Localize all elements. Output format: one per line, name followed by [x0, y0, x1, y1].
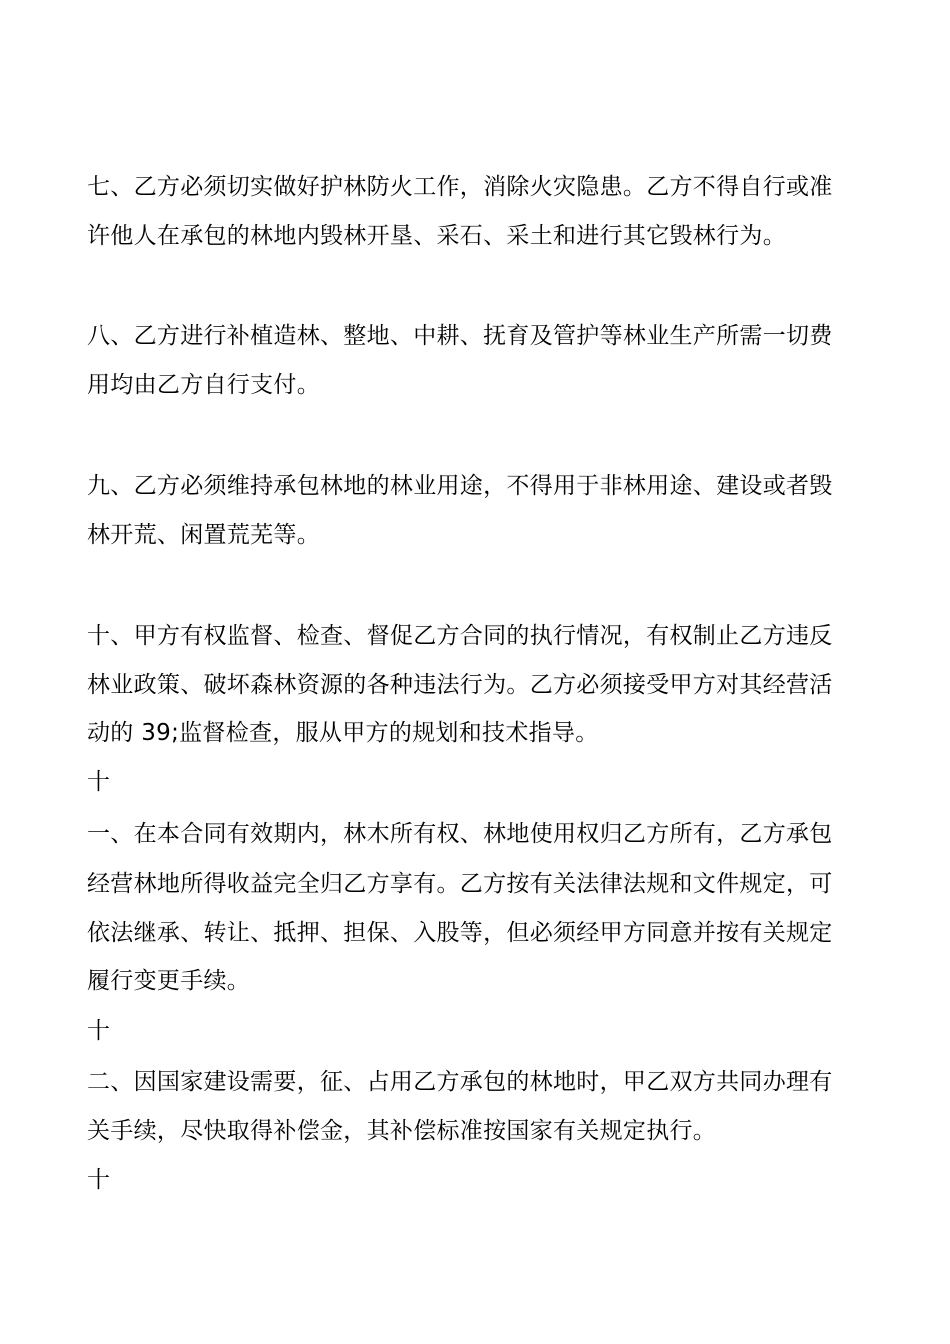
text-line: 林开荒、闲置荒芜等。 — [87, 522, 320, 548]
text-line: 二、因国家建设需要，征、占用乙方承包的林地时，甲乙双方共同办理有 — [87, 1069, 833, 1095]
text-line: 十 — [87, 769, 111, 795]
text-line: 依法继承、转让、抵押、担保、入股等，但必须经甲方同意并按有关规定 — [87, 920, 833, 946]
text-line: 九、乙方必须维持承包林地的林业用途，不得用于非林用途、建设或者毁 — [87, 473, 833, 499]
text-line: 许他人在承包的林地内毁林开垦、采石、采土和进行其它毁林行为。 — [87, 223, 786, 249]
text-line: 十 — [87, 1018, 111, 1044]
text-line: 林业政策、破坏森林资源的各种违法行为。乙方必须接受甲方对其经营活 — [87, 672, 833, 698]
text-line: 十、甲方有权监督、检查、督促乙方合同的执行情况，有权制止乙方违反 — [87, 623, 833, 649]
text-line: 动的 39;监督检查，服从甲方的规划和技术指导。 — [87, 720, 599, 746]
text-line: 八、乙方进行补植造林、整地、中耕、抚育及管护等林业生产所需一切费 — [87, 323, 833, 349]
text-line: 用均由乙方自行支付。 — [87, 372, 320, 398]
text-line: 十 — [87, 1167, 111, 1193]
text-line: 经营林地所得收益完全归乙方享有。乙方按有关法律法规和文件规定，可 — [87, 871, 833, 897]
text-line: 关手续，尽快取得补偿金，其补偿标准按国家有关规定执行。 — [87, 1118, 717, 1144]
text-line: 一、在本合同有效期内，林木所有权、林地使用权归乙方所有，乙方承包 — [87, 821, 833, 847]
text-line: 七、乙方必须切实做好护林防火工作，消除火灾隐患。乙方不得自行或准 — [87, 174, 833, 200]
text-line: 履行变更手续。 — [87, 968, 251, 994]
